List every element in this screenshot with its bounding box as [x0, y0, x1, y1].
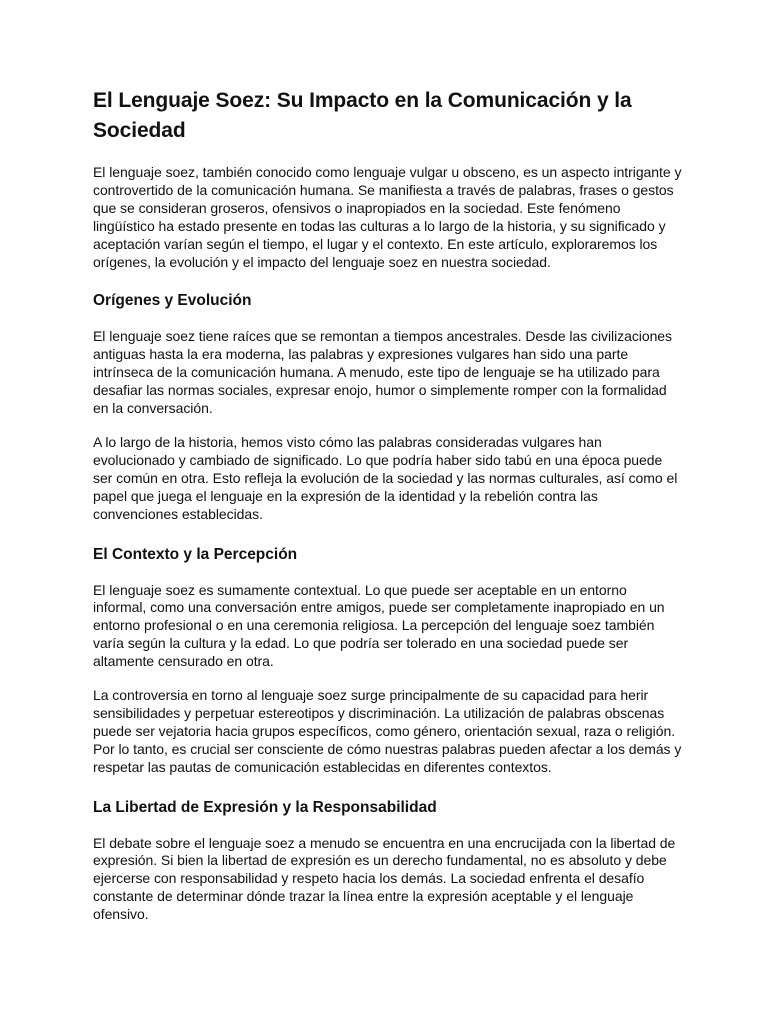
- section-paragraph: El debate sobre el lenguaje soez a menudo se encuentra en una encrucijada con la libertad de expresión. Si bien la libertad de expresión es un derecho fundamental, no es absoluto y debe ejercerse con responsabilidad y respeto hacia los demás. La sociedad enfrenta el desafío constante de determinar dónde trazar la línea entre la expresión aceptable y el lenguaje ofensivo.: [93, 834, 676, 923]
- section-paragraph: A lo largo de la historia, hemos visto cómo las palabras consideradas vulgares han evolucionado y cambiado de significado. Lo que podría haber sido tabú en una época puede ser común en otra. Esto refleja la evolución de la sociedad y las normas culturales, así como el papel que juega el lenguaje en la expresión de la identidad y la rebelión contra las convenciones establecidas.: [93, 433, 678, 522]
- intro-paragraph: El lenguaje soez, también conocido como lenguaje vulgar u obsceno, es un aspecto intrigante y controvertido de la comunicación humana. Se manifiesta a través de palabras, frases o gestos que se consideran groseros, ofensivos o inapropiados en la sociedad. Este fenómeno lingüístico ha estado presente en todas las culturas a lo largo de la historia, y su significado y aceptación varían según el tiempo, el lugar y el contexto. En este artículo, exploraremos los orígenes, la evolución y el impacto del lenguaje soez en nuestra sociedad.: [93, 164, 682, 270]
- document-page: [93, 86, 683, 940]
- section-paragraph: El lenguaje soez es sumamente contextual. Lo que puede ser aceptable en un entorno informal, como una conversación entre amigos, puede ser completamente inapropiado en un entorno profesional o en una ceremonia religiosa. La percepción del lenguaje soez también varía según la cultura y la edad. Lo que podría ser tolerado en una sociedad puede ser altamente censurado en otra.: [93, 581, 665, 670]
- section-heading-contexto: El Contexto y la Percepción: [93, 545, 298, 563]
- section-heading-origenes: Orígenes y Evolución: [93, 292, 252, 310]
- section-heading-libertad: La Libertad de Expresión y la Responsabilidad: [93, 798, 437, 816]
- section-paragraph: El lenguaje soez tiene raíces que se remontan a tiempos ancestrales. Desde las civilizaciones antiguas hasta la era moderna, las palabras y expresiones vulgares han sido una parte intrínseca de la comunicación humana. A menudo, este tipo de lenguaje se ha utilizado para desafiar las normas sociales, expresar enojo, humor o simplemente romper con la formalidad en la conversación.: [93, 328, 672, 417]
- document-title: El Lenguaje Soez: Su Impacto en la Comunicación y la Sociedad: [93, 89, 632, 142]
- section-paragraph: La controversia en torno al lenguaje soez surge principalmente de su capacidad para herir sensibilidades y perpetuar estereotipos y discriminación. La utilización de palabras obscenas puede ser vejatoria hacia grupos específicos, como género, orientación sexual, raza o religión. Por lo tanto, es crucial ser consciente de cómo nuestras palabras pueden afectar a los demás y respetar las pautas de comunicación establecidas en diferentes contextos.: [93, 687, 682, 775]
